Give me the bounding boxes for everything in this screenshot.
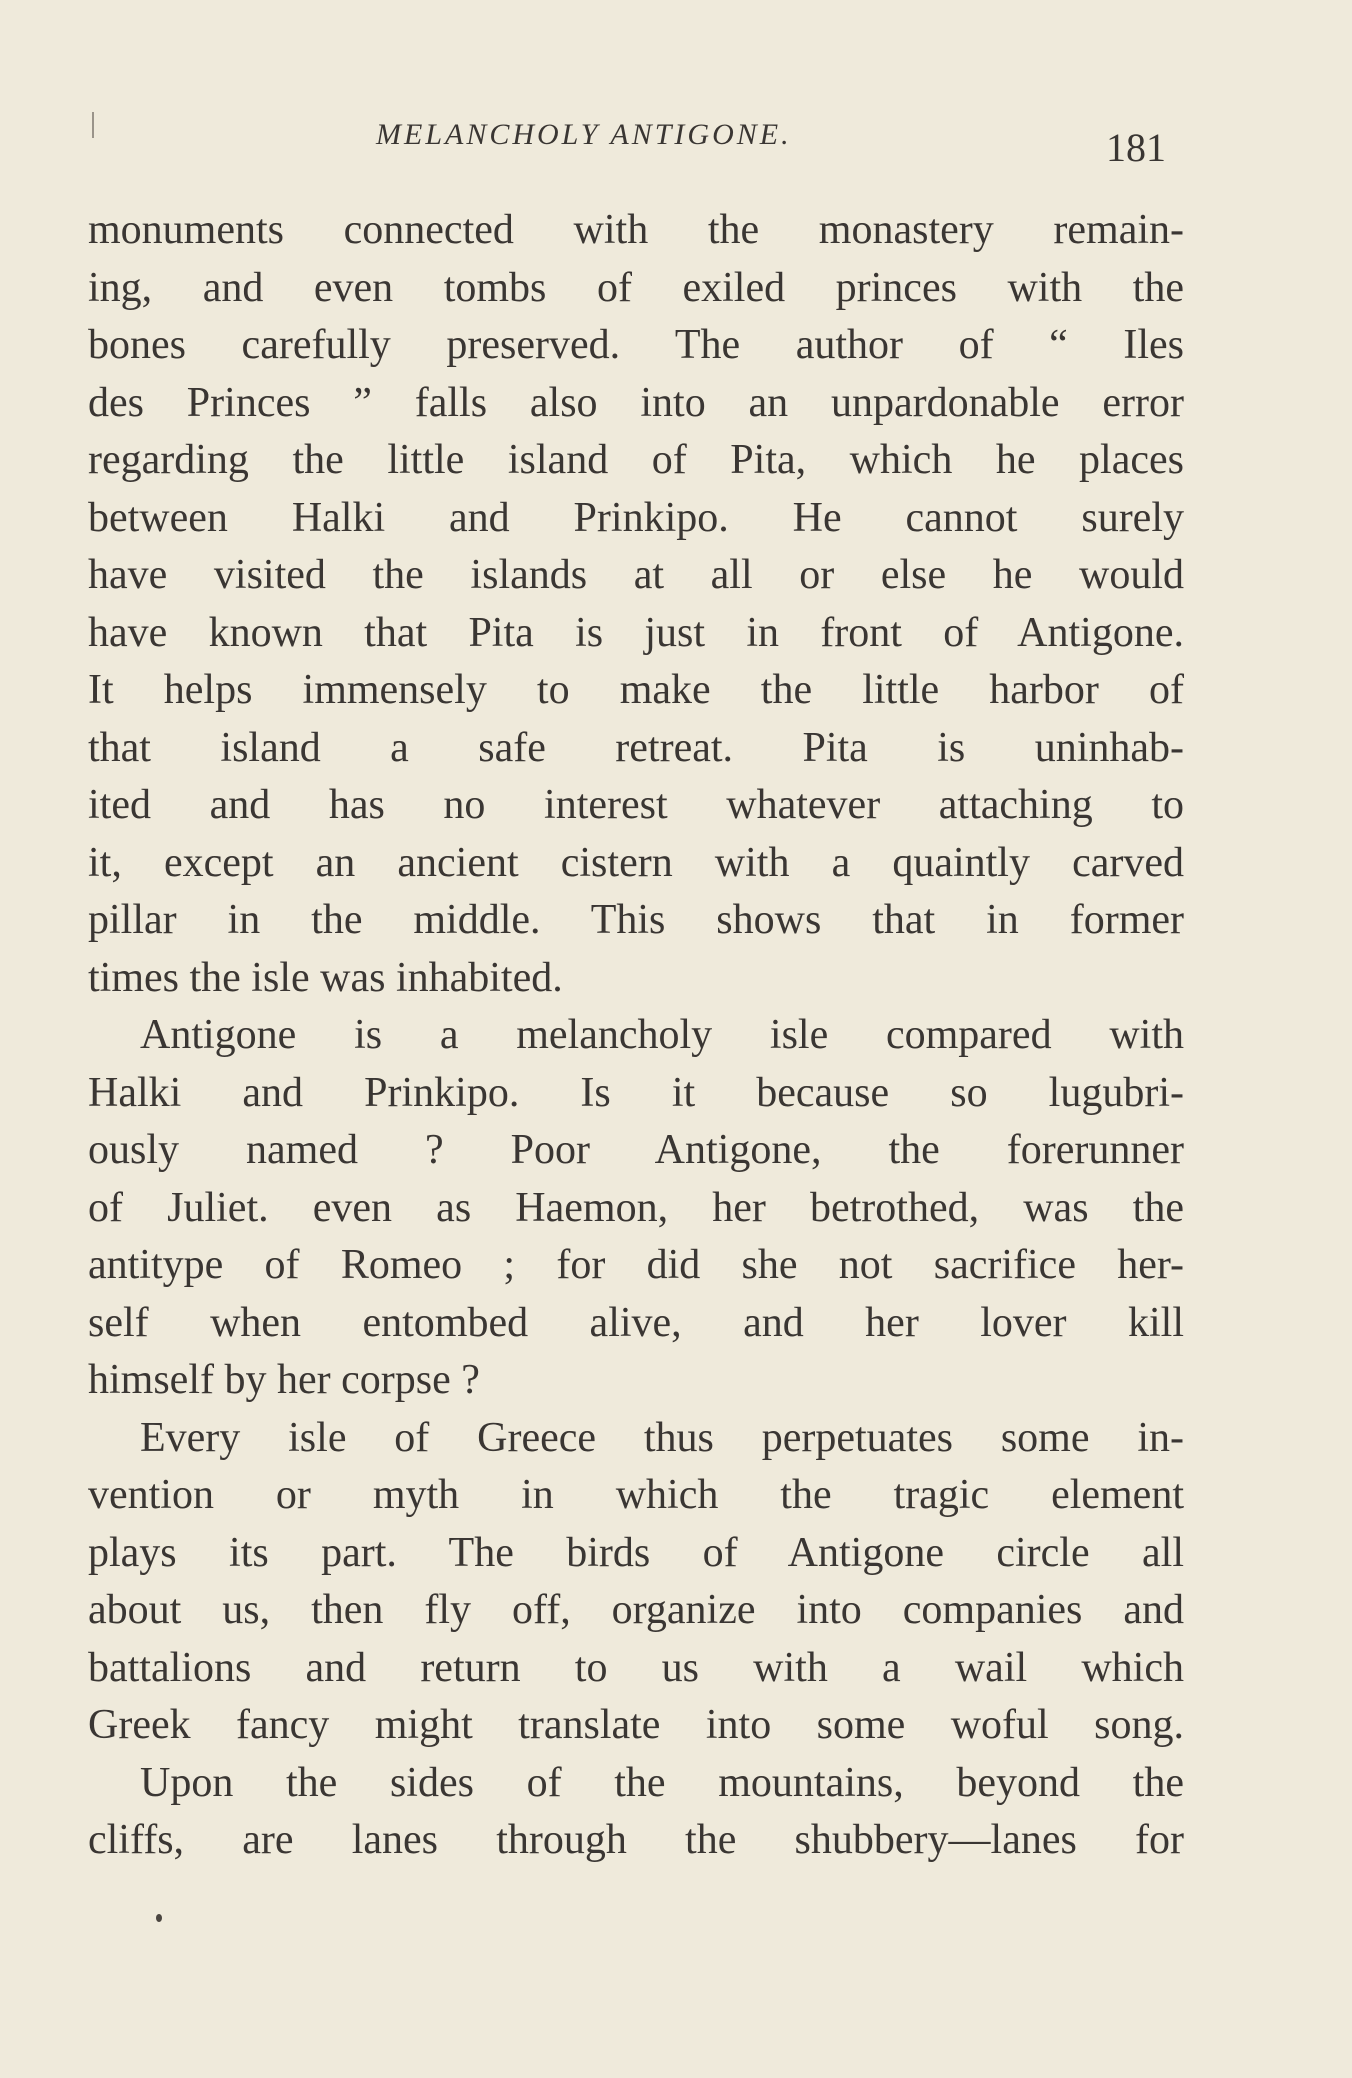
text-line: Halki and Prinkipo. Is it because so lugubri- (88, 1069, 1184, 1116)
page-number: 181 (1106, 125, 1166, 170)
text-line: vention or myth in which the tragic element (88, 1472, 1184, 1518)
text-line: It helps immensely to make the little harbor of (88, 667, 1184, 713)
text-line: that island a safe retreat. Pita is uninhab- (88, 724, 1184, 771)
text-line: Antigone is a melancholy isle compared with (140, 1012, 1184, 1058)
text-line: have known that Pita is just in front of Antigone. (88, 609, 1184, 656)
text-line: times the isle was inhabited. (88, 954, 563, 1001)
text-line: bones carefully preserved. The author of “ Iles (88, 322, 1184, 368)
text-line: pillar in the middle. This shows that in former (88, 897, 1184, 943)
text-line: antitype of Romeo ; for did she not sacrifice her- (88, 1242, 1184, 1288)
text-line: regarding the little island of Pita, which he places (88, 437, 1184, 483)
text-line: ited and has no interest whatever attaching to (88, 782, 1184, 828)
running-head (0, 118, 1352, 178)
text-line: cliffs, are lanes through the shubbery—lanes for (88, 1817, 1184, 1863)
text-line: self when entombed alive, and her lover kill (88, 1299, 1184, 1346)
text-line: ing, and even tombs of exiled princes with the (88, 264, 1184, 311)
text-line: Greek fancy might translate into some woful song. (88, 1702, 1184, 1748)
text-line: about us, then fly off, organize into companies and (88, 1587, 1184, 1633)
running-title: MELANCHOLY ANTIGONE. (376, 118, 792, 151)
text-line: of Juliet. even as Haemon, her betrothed, was the (88, 1184, 1184, 1231)
text-line: des Princes ” falls also into an unpardonable error (88, 379, 1184, 426)
bottom-speck (156, 1914, 162, 1922)
text-line: battalions and return to us with a wail which (88, 1644, 1184, 1691)
text-line: ously named ? Poor Antigone, the forerunner (88, 1127, 1184, 1173)
text-line: himself by her corpse ? (88, 1357, 480, 1403)
text-line: monuments connected with the monastery remain- (88, 207, 1184, 253)
text-line: it, except an ancient cistern with a quaintly carved (88, 839, 1184, 886)
text-line: Every isle of Greece thus perpetuates some in- (140, 1414, 1184, 1461)
text-line: have visited the islands at all or else he would (88, 552, 1184, 598)
text-line: between Halki and Prinkipo. He cannot surely (88, 494, 1184, 541)
body-text (88, 202, 1184, 1870)
text-line: Upon the sides of the mountains, beyond the (140, 1759, 1184, 1806)
text-line: plays its part. The birds of Antigone circle all (88, 1529, 1184, 1576)
